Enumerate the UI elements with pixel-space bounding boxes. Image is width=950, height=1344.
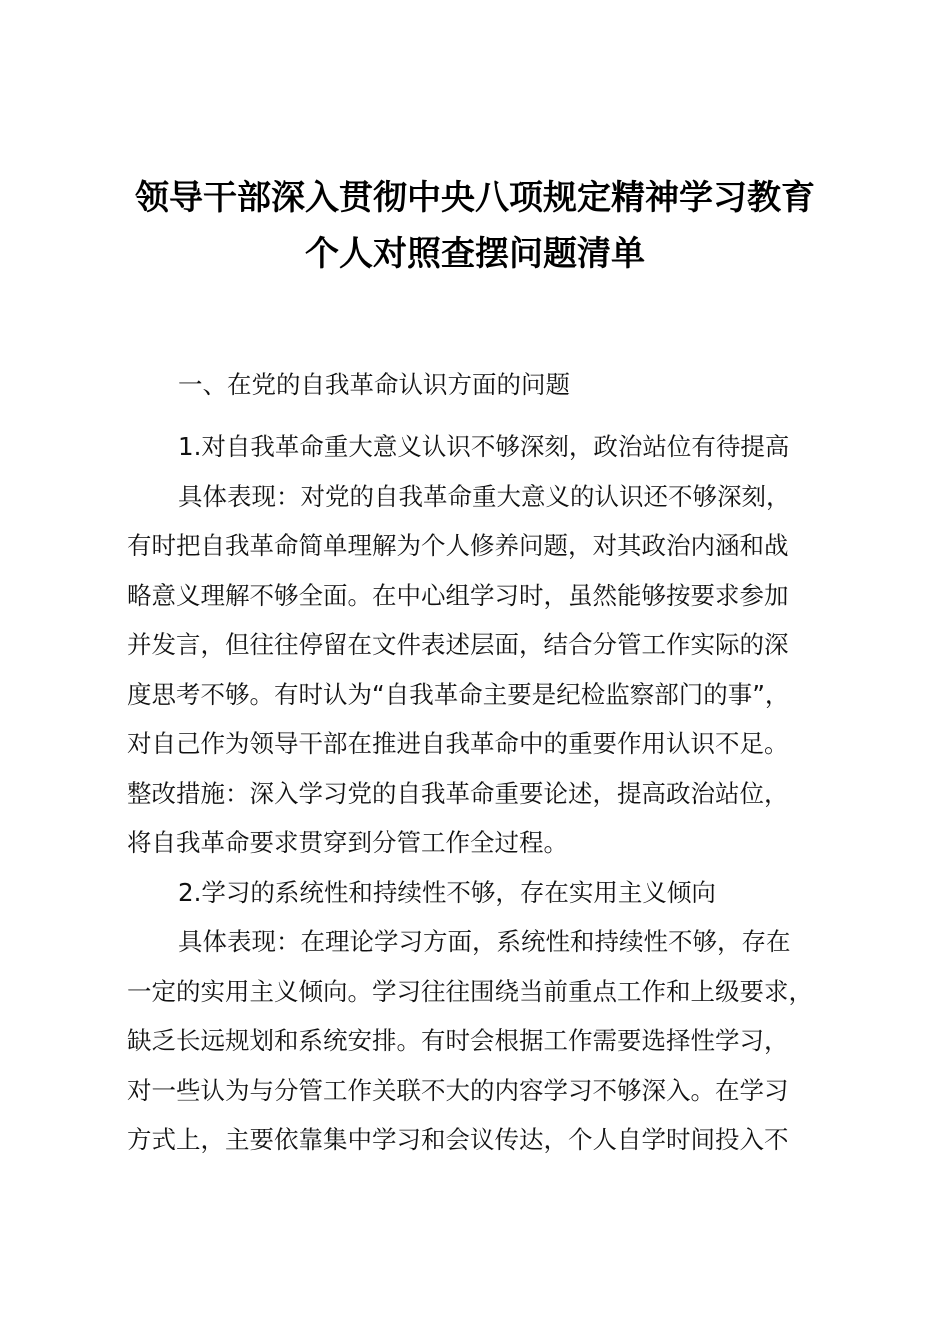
body-line: 整改措施：深入学习党的自我革命重要论述，提高政治站位， [127, 779, 789, 808]
body-line: 一定的实用主义倾向。学习往往围绕当前重点工作和上级要求， [127, 977, 813, 1006]
document-title-line-1: 领导干部深入贯彻中央八项规定精神学习教育 [135, 178, 815, 218]
body-line: 对自己作为领导干部在推进自我革命中的重要作用认识不足。 [127, 729, 789, 758]
item-heading-1: 1.对自我革命重大意义认识不够深刻，政治站位有待提高 [178, 432, 790, 461]
item-heading-2: 2.学习的系统性和持续性不够，存在实用主义倾向 [178, 878, 716, 907]
body-line: 有时把自我革命简单理解为个人修养问题，对其政治内涵和战 [127, 531, 789, 560]
body-line: 缺乏长远规划和系统安排。有时会根据工作需要选择性学习， [127, 1026, 789, 1055]
body-line: 并发言，但往往停留在文件表述层面，结合分管工作实际的深 [127, 630, 789, 659]
body-line: 具体表现：在理论学习方面，系统性和持续性不够，存在 [178, 927, 791, 956]
body-line: 略意义理解不够全面。在中心组学习时，虽然能够按要求参加 [127, 581, 789, 610]
body-line: 将自我革命要求贯穿到分管工作全过程。 [127, 828, 568, 857]
body-line: 对一些认为与分管工作关联不大的内容学习不够深入。在学习 [127, 1076, 789, 1105]
body-line: 方式上，主要依靠集中学习和会议传达，个人自学时间投入不 [127, 1125, 789, 1154]
body-line: 具体表现：对党的自我革命重大意义的认识还不够深刻， [178, 482, 791, 511]
document-title-line-2: 个人对照查摆问题清单 [305, 234, 645, 274]
body-line: 度思考不够。有时认为“自我革命主要是纪检监察部门的事”， [127, 680, 790, 709]
section-heading-1: 一、在党的自我革命认识方面的问题 [178, 370, 570, 399]
